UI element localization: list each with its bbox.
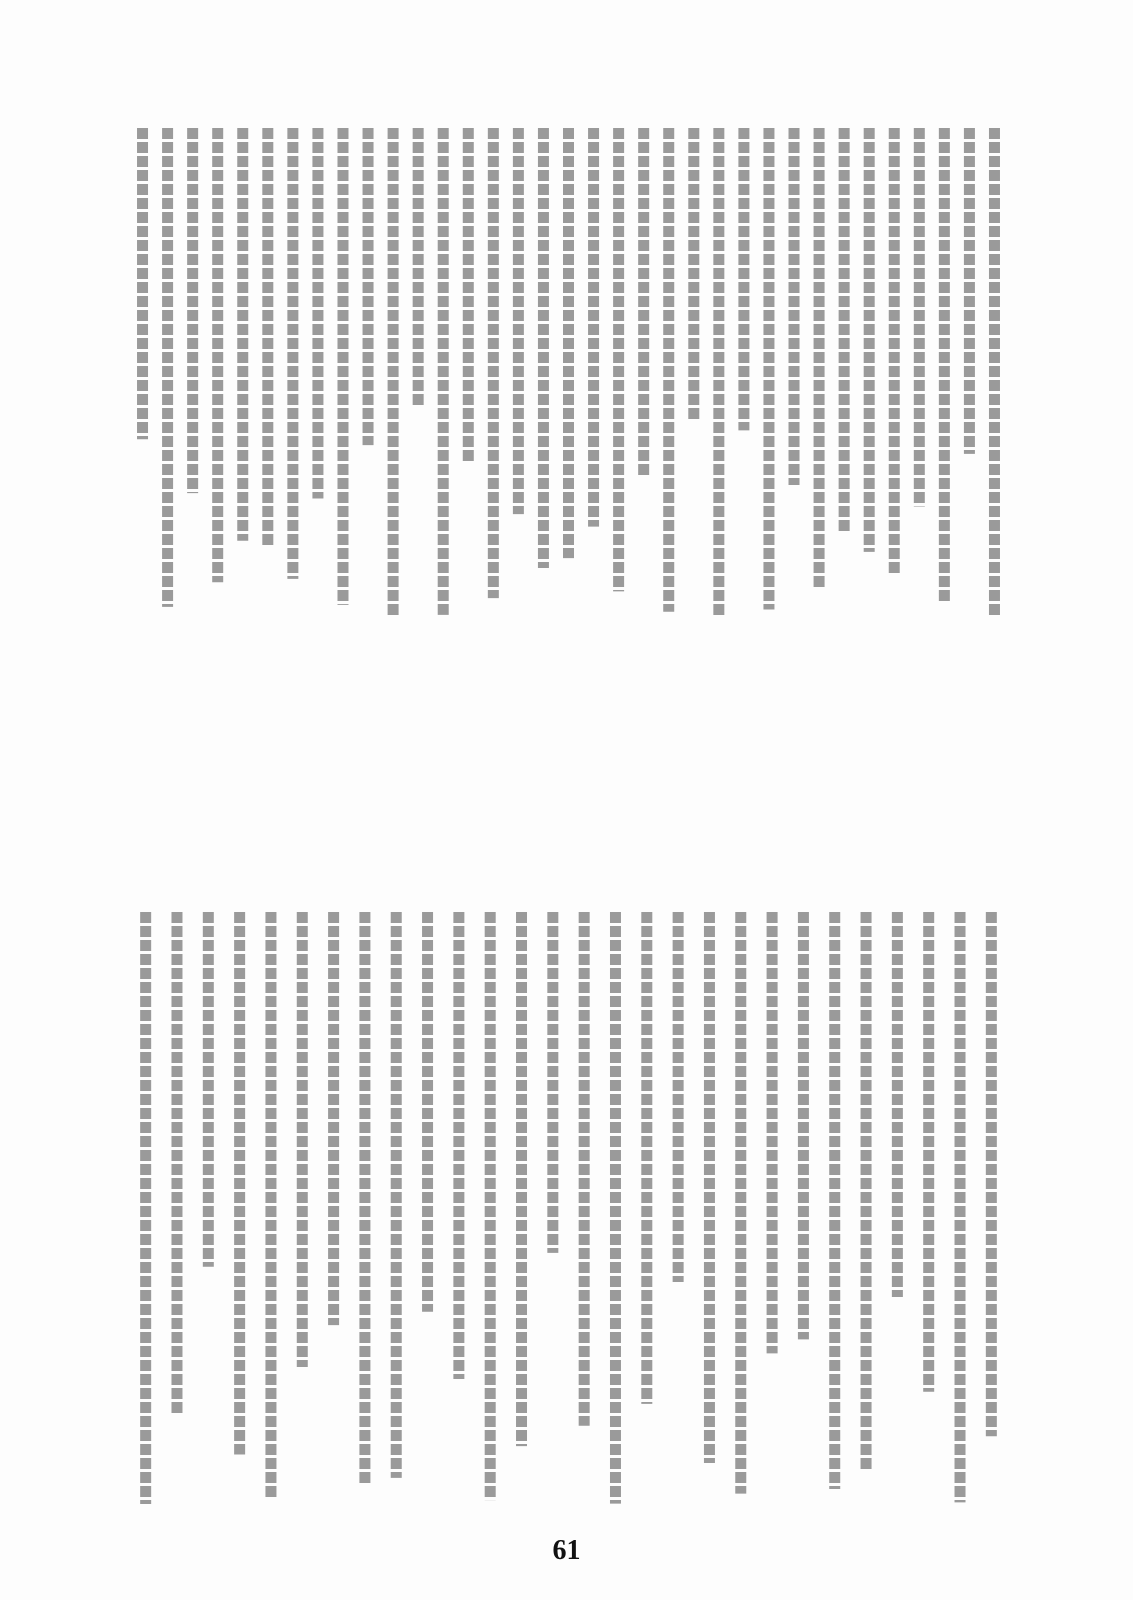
page-number: 61 xyxy=(552,1535,581,1566)
upper-text-block xyxy=(130,128,1007,618)
upper-text-columns xyxy=(130,128,1007,618)
lower-text-columns xyxy=(130,912,1007,1504)
lower-text-block xyxy=(130,912,1007,1504)
